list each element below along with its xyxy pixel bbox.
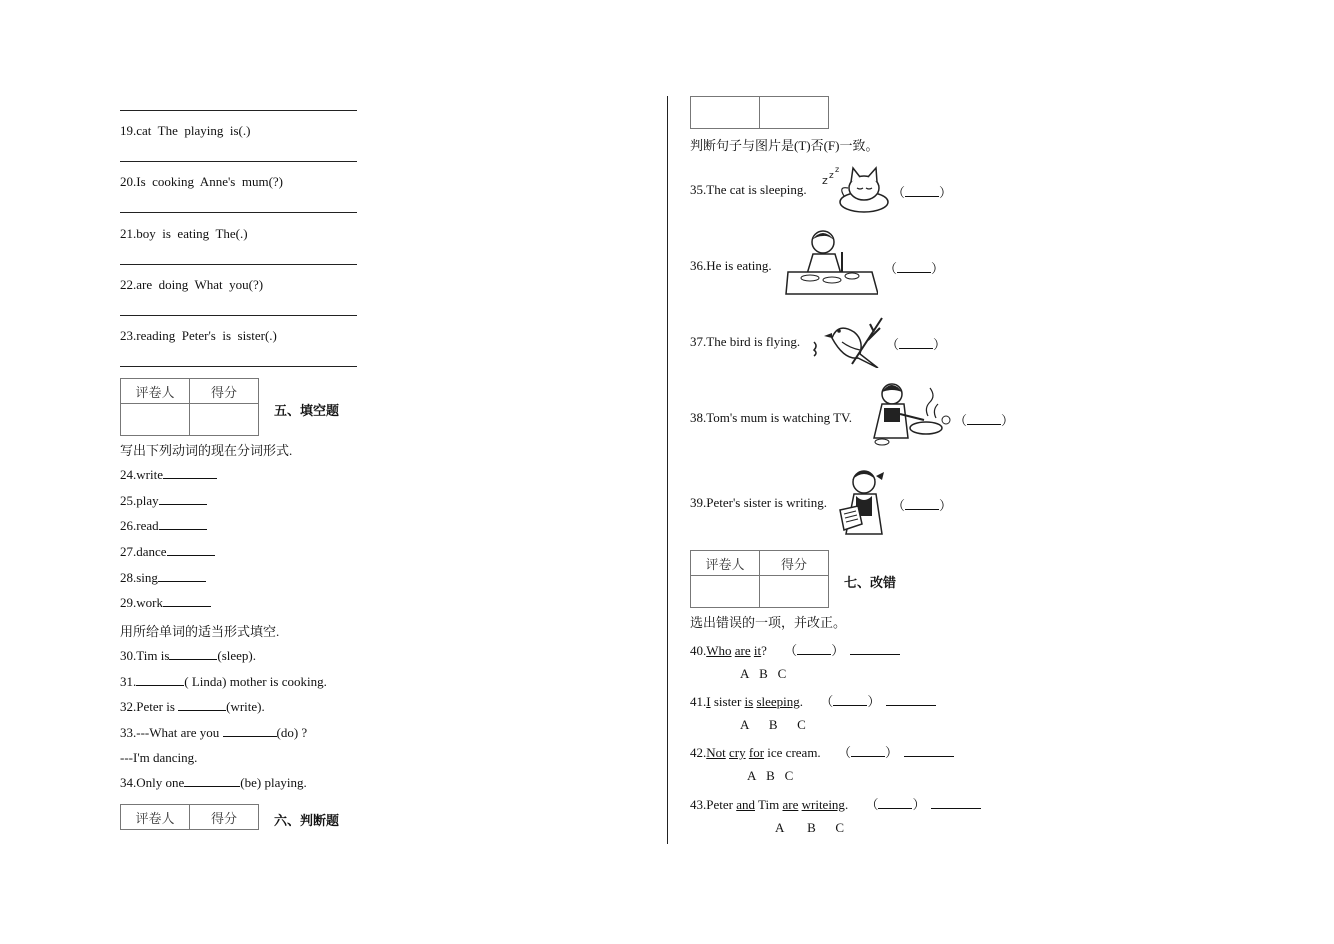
answer-blank[interactable] (163, 467, 217, 479)
word-item-24: 24.write (120, 467, 217, 483)
answer-blank[interactable] (931, 797, 981, 809)
answer-paren[interactable]: （ ） (886, 337, 947, 352)
correction-item-42: 42.Not cry for ice cream. （ ） (690, 742, 954, 761)
answer-blank[interactable] (178, 699, 226, 711)
correction-item-40: 40.Who are it? （ ） (690, 640, 900, 659)
reorder-item-21: 21.boy is eating The(.) (120, 226, 248, 241)
score-box-bottom (690, 96, 829, 129)
option-letters: A B C (740, 717, 806, 732)
instruction-text: 选出错误的一项，并改正。 (690, 615, 847, 630)
word-item-29: 29.work (120, 595, 211, 611)
grader-label: 评卷人 (691, 551, 760, 576)
answer-paren[interactable]: （ ） (892, 498, 953, 513)
score-label: 得分 (190, 805, 259, 830)
grader-cell[interactable] (691, 97, 760, 129)
grader-cell[interactable] (121, 404, 190, 436)
fill-item-31: 31. ( Linda) mother is cooking. (120, 674, 327, 689)
correction-item-43: 43.Peter and Tim are writeing. （ ） (690, 794, 981, 813)
answer-line[interactable] (120, 315, 357, 316)
answer-blank[interactable] (158, 570, 206, 582)
answer-blank[interactable] (886, 694, 936, 706)
option-letters: A B C (747, 768, 794, 783)
fill-item-32: 32.Peter is (write). (120, 699, 265, 714)
score-cell[interactable] (760, 576, 829, 608)
section-5-title: 五、填空题 (274, 404, 340, 419)
answer-paren[interactable]: （ ） (892, 185, 953, 200)
score-box (690, 550, 829, 608)
section-6-title: 六、判断题 (274, 814, 340, 829)
answer-blank[interactable] (163, 595, 211, 607)
word-item-28: 28.sing (120, 570, 206, 586)
answer-blank[interactable] (833, 694, 867, 706)
fill-item-33: 33.---What are you (do) ? (120, 725, 308, 740)
word-item-27: 27.dance (120, 544, 215, 560)
judge-item-36: 36.He is eating. (690, 258, 772, 273)
instruction-text: 写出下列动词的现在分词形式. (120, 443, 293, 458)
reorder-item-19: 19.cat The playing is(.) (120, 123, 251, 138)
answer-blank[interactable] (159, 518, 207, 530)
answer-blank[interactable] (184, 775, 240, 787)
fill-item-30: 30.Tim is (sleep). (120, 648, 257, 663)
answer-blank[interactable] (797, 643, 831, 655)
score-label: 得分 (760, 551, 829, 576)
instruction-text: 用所给单词的适当形式填空. (120, 624, 280, 639)
answer-line[interactable] (120, 161, 357, 162)
score-cell[interactable] (760, 97, 829, 129)
reorder-item-23: 23.reading Peter's is sister(.) (120, 328, 277, 343)
section-7-title: 七、改错 (844, 576, 897, 591)
grader-label: 评卷人 (121, 805, 190, 830)
score-box (120, 378, 259, 436)
word-item-25: 25.play (120, 493, 207, 509)
score-label: 得分 (190, 379, 259, 404)
judge-item-39: 39.Peter's sister is writing. (690, 495, 828, 510)
answer-line[interactable] (120, 110, 357, 111)
answer-line[interactable] (120, 264, 357, 265)
reorder-item-22: 22.are doing What you(?) (120, 277, 264, 292)
svg-text:z: z (835, 165, 840, 174)
answer-paren[interactable]: （ ） (954, 413, 1015, 428)
answer-blank[interactable] (167, 544, 215, 556)
answer-blank[interactable] (878, 797, 912, 809)
answer-line[interactable] (120, 366, 357, 367)
correction-item-41: 41.I sister is sleeping. （ ） (690, 691, 936, 710)
judge-item-37: 37.The bird is flying. (690, 334, 801, 349)
judge-item-35: 35.The cat is sleeping. (690, 182, 807, 197)
judge-item-38: 38.Tom's mum is watching TV. (690, 410, 853, 425)
answer-paren[interactable]: （ ） (884, 261, 945, 276)
svg-text:z: z (829, 171, 834, 181)
answer-blank[interactable] (904, 745, 954, 757)
sleeping-cat-icon (820, 160, 890, 216)
fill-item-34: 34.Only one (be) playing. (120, 775, 307, 790)
bird-on-branch-icon (812, 312, 884, 368)
option-letters: A B C (740, 666, 787, 681)
answer-blank[interactable] (136, 674, 184, 686)
score-cell[interactable] (190, 404, 259, 436)
grader-label: 评卷人 (121, 379, 190, 404)
girl-reading-icon (838, 466, 890, 538)
column-divider (667, 96, 668, 844)
answer-blank[interactable] (223, 725, 277, 737)
word-item-26: 26.read (120, 518, 207, 534)
reorder-item-20: 20.Is cooking Anne's mum(?) (120, 174, 284, 189)
answer-blank[interactable] (850, 643, 900, 655)
answer-line[interactable] (120, 212, 357, 213)
judge-instruction: 判断句子与图片是(T)否(F)一致。 (690, 138, 879, 153)
fill-item-33-reply: ---I'm dancing. (120, 750, 198, 765)
mum-cooking-icon (866, 380, 956, 454)
boy-eating-icon (780, 228, 878, 298)
answer-blank[interactable] (159, 493, 207, 505)
answer-blank[interactable] (851, 745, 885, 757)
score-box (120, 804, 259, 830)
answer-blank[interactable] (169, 648, 217, 660)
option-letters: A B C (775, 820, 844, 835)
svg-text:z: z (822, 174, 828, 187)
grader-cell[interactable] (691, 576, 760, 608)
